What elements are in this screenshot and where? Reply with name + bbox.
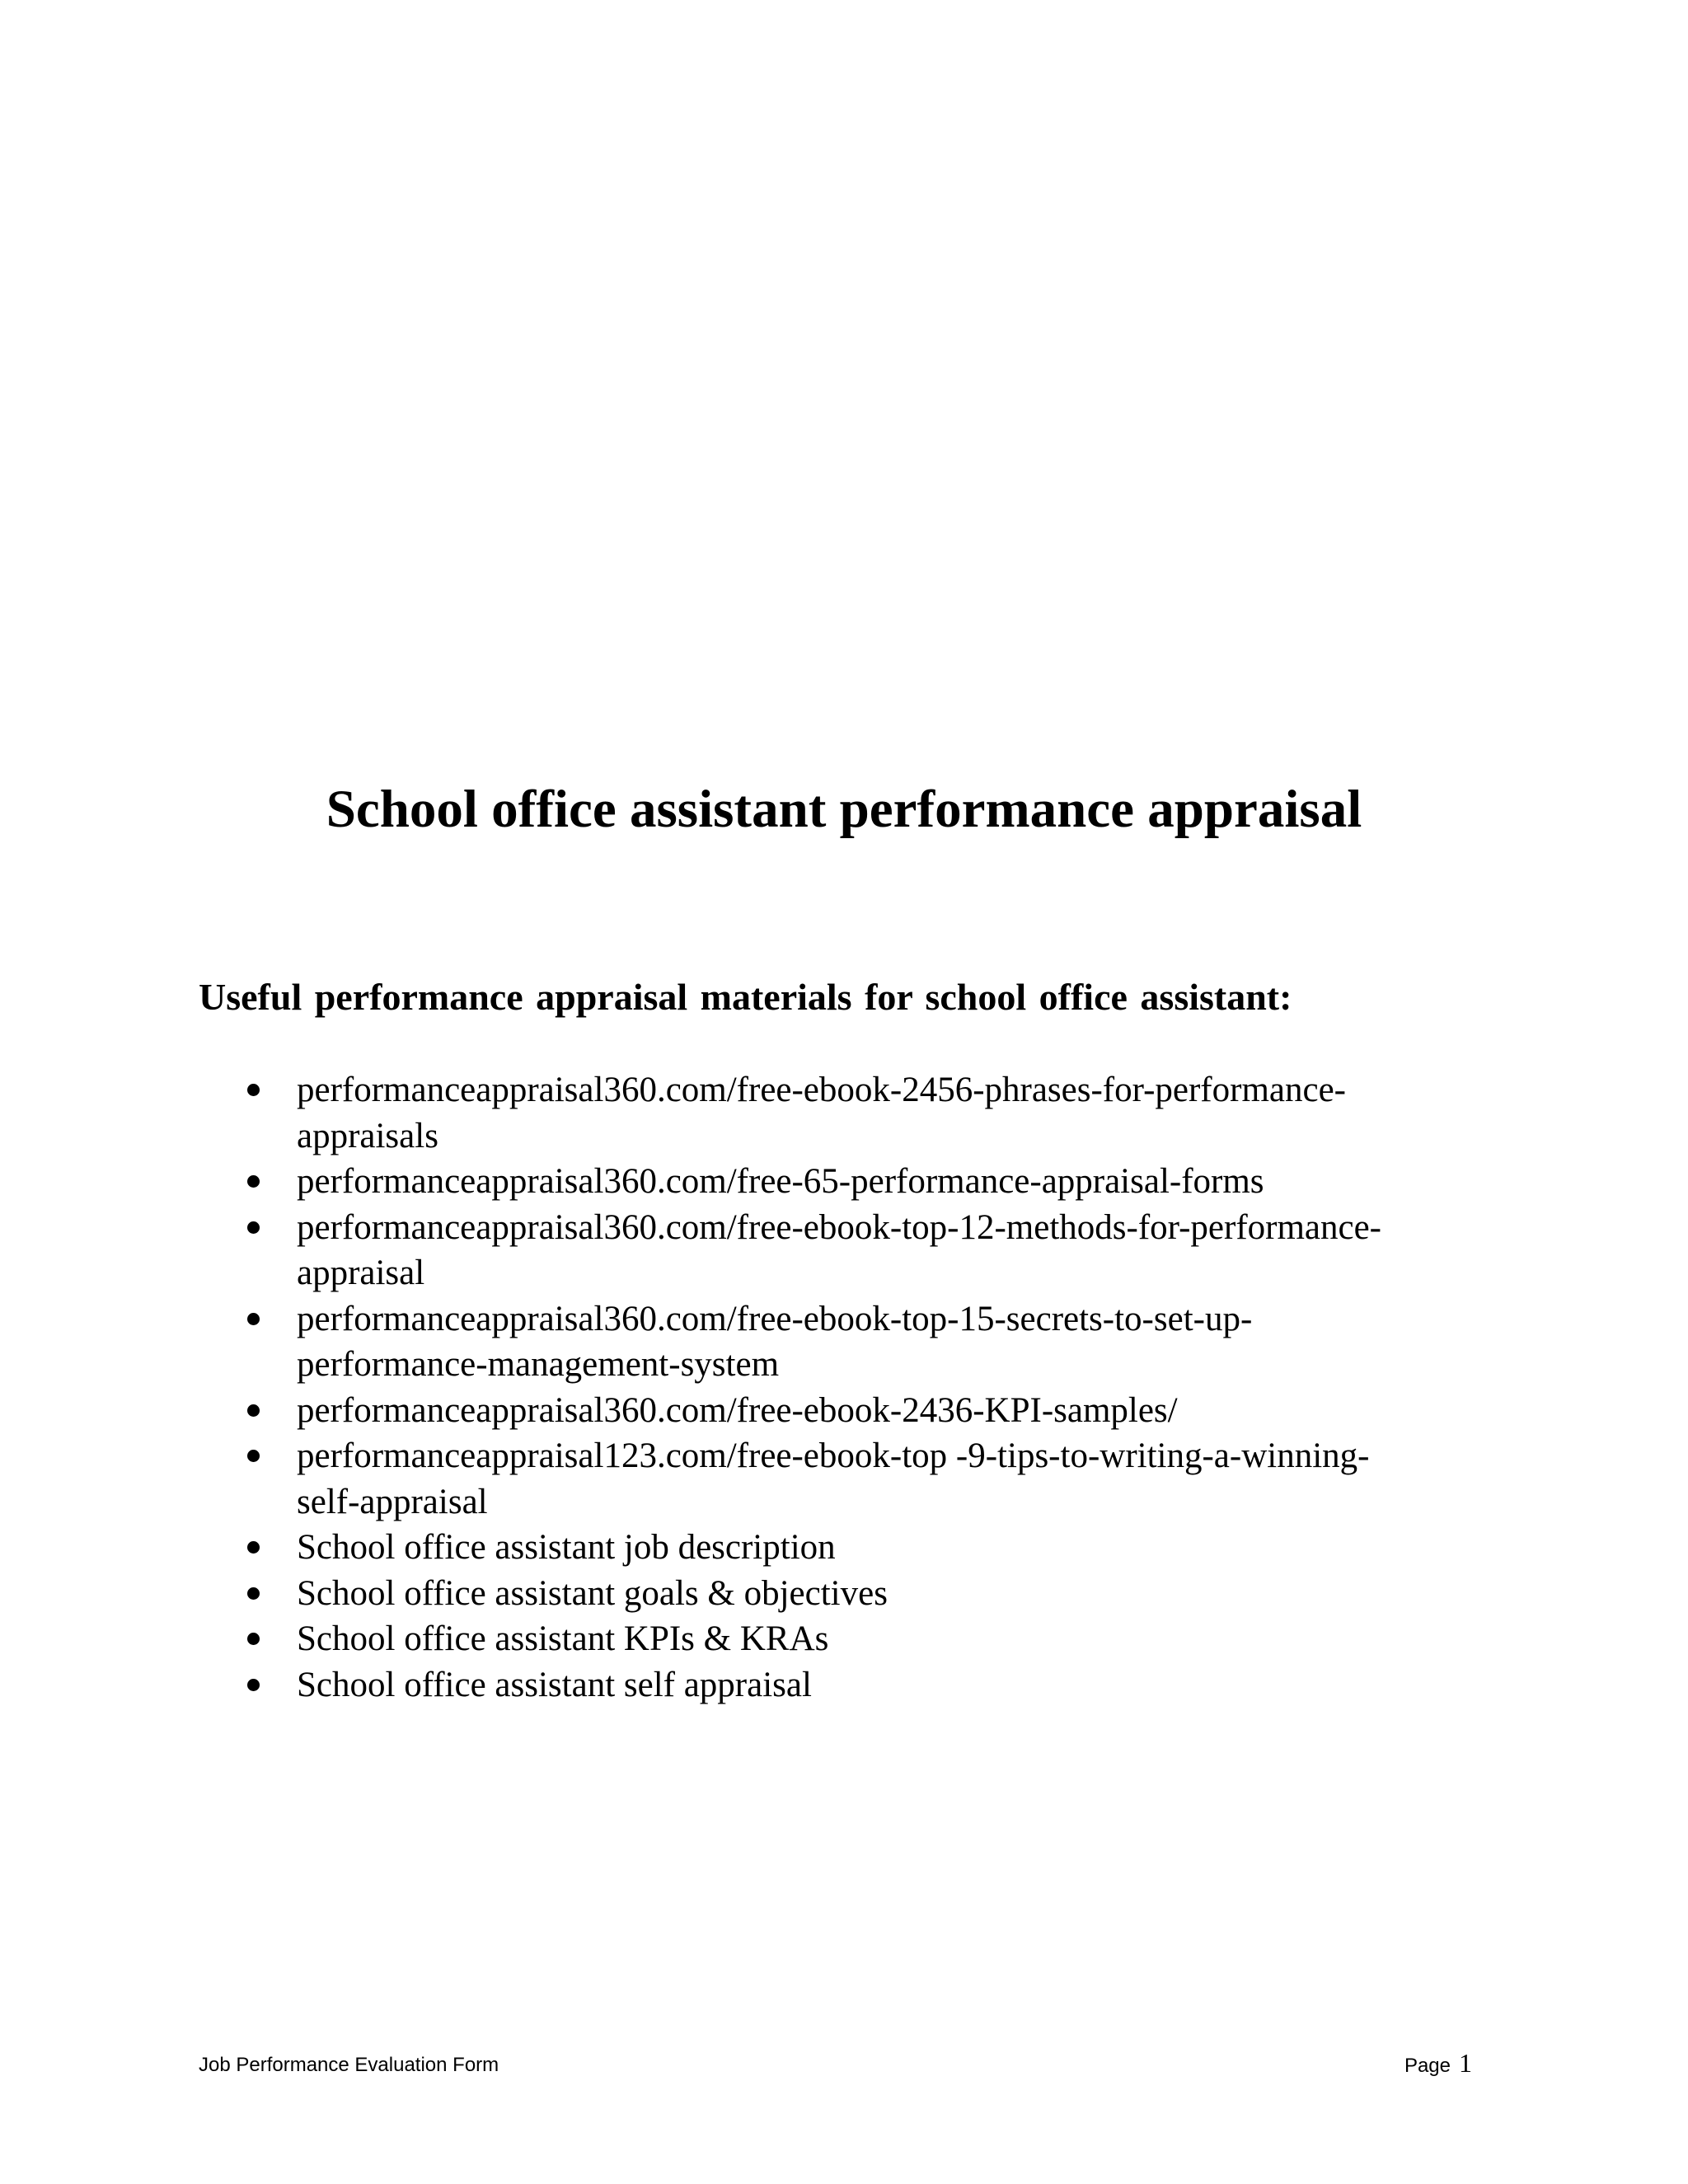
list-item-text: performance-management-system xyxy=(297,1345,780,1384)
list-item xyxy=(247,1662,1484,1708)
bullet-icon xyxy=(247,1587,260,1600)
materials-list xyxy=(247,1067,1484,1708)
list-item xyxy=(247,1205,1484,1296)
list-item-text: performanceappraisal360.com/free-ebook-top-15-secrets-to-set-up- xyxy=(297,1299,1253,1338)
bullet-icon xyxy=(247,1175,260,1188)
bullet-icon xyxy=(247,1679,260,1691)
list-item-text: appraisals xyxy=(297,1116,438,1155)
page-label: Page xyxy=(1404,2055,1451,2077)
document-title: School office assistant performance appraisal xyxy=(326,780,1362,839)
list-item-text: School office assistant KPIs & KRAs xyxy=(297,1619,829,1658)
list-item-text: performanceappraisal360.com/free-ebook-2436-KPI-samples/ xyxy=(297,1390,1178,1430)
list-item-text: self-appraisal xyxy=(297,1482,488,1521)
list-item xyxy=(247,1296,1484,1388)
list-item xyxy=(247,1571,1484,1617)
bullet-icon xyxy=(247,1541,260,1554)
list-item xyxy=(247,1159,1484,1205)
list-item-text: appraisal xyxy=(297,1254,425,1292)
bullet-icon xyxy=(247,1404,260,1417)
page-indicator xyxy=(1404,2048,1472,2083)
page-number: 1 xyxy=(1459,2048,1472,2078)
bullet-icon xyxy=(247,1221,260,1234)
list-item-text: performanceappraisal360.com/free-ebook-2456-phrases-for-performance- xyxy=(297,1071,1346,1109)
bullet-icon xyxy=(247,1084,260,1096)
footer-form-title: Job Performance Evaluation Form xyxy=(199,2054,499,2076)
list-item xyxy=(247,1616,1484,1662)
list-item-text: School office assistant goals & objectives xyxy=(297,1573,888,1613)
list-item-text: performanceappraisal360.com/free-65-performance-appraisal-forms xyxy=(297,1162,1264,1201)
list-item-text: School office assistant self appraisal xyxy=(297,1665,812,1704)
list-item xyxy=(247,1433,1484,1525)
page-footer xyxy=(199,2048,1472,2081)
bullet-icon xyxy=(247,1313,260,1325)
bullet-icon xyxy=(247,1633,260,1645)
list-item-text: performanceappraisal360.com/free-ebook-top-12-methods-for-performance- xyxy=(297,1207,1381,1247)
list-item xyxy=(247,1067,1484,1159)
materials-heading: Useful performance appraisal materials for school office assistant: xyxy=(199,976,1292,1018)
list-item-text: performanceappraisal123.com/free-ebook-top -9-tips-to-writing-a-winning- xyxy=(297,1436,1370,1475)
bullet-icon xyxy=(247,1450,260,1462)
list-item-text: School office assistant job description xyxy=(297,1528,836,1567)
list-item xyxy=(247,1525,1484,1571)
list-item xyxy=(247,1388,1484,1434)
